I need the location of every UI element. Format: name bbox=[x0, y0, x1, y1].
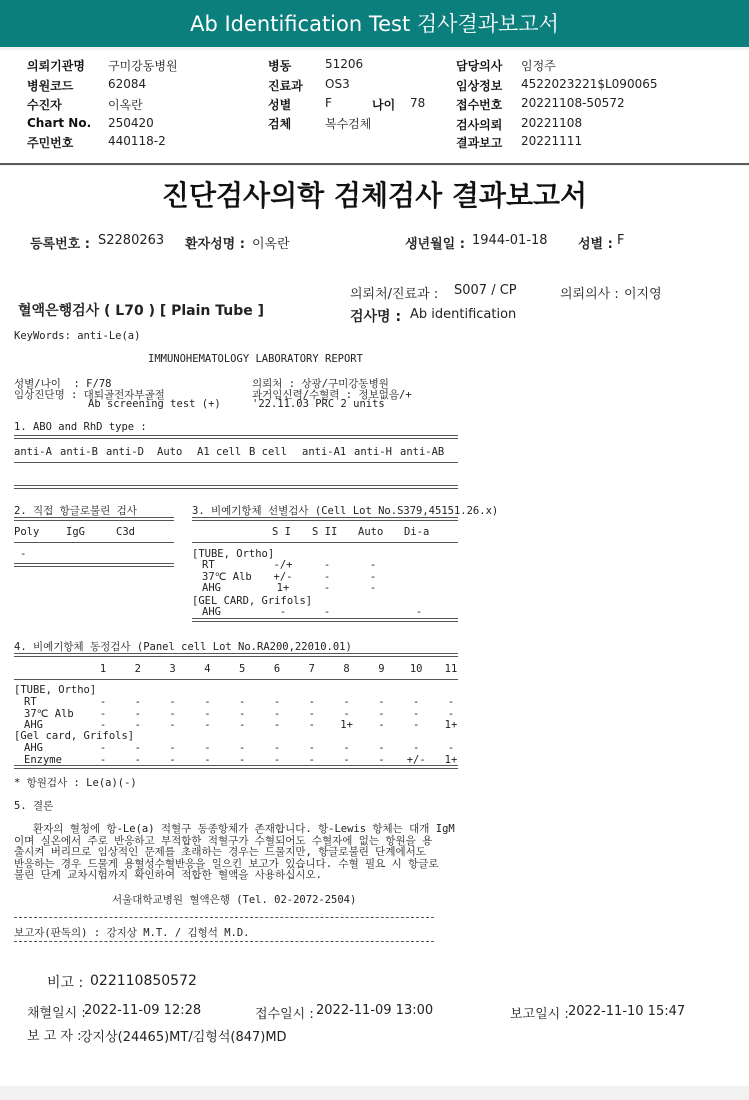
panel-cell: - bbox=[273, 719, 281, 731]
panel-column-header: 4 bbox=[204, 663, 211, 675]
screen-cell: - bbox=[323, 570, 331, 583]
panel-cell: - bbox=[239, 719, 246, 731]
keywords: KeyWords: anti-Le(a) bbox=[14, 330, 141, 342]
panel-cell: - bbox=[343, 754, 350, 766]
rule bbox=[14, 462, 458, 463]
dob-label: 생년월일 : bbox=[405, 237, 465, 252]
panel-column-header: 1 bbox=[99, 663, 107, 675]
dat-header: C3d bbox=[116, 526, 135, 538]
panel-cell: - bbox=[308, 696, 315, 708]
screen-cell: - bbox=[323, 582, 331, 594]
panel-cell: - bbox=[413, 696, 420, 708]
screen-row-label: AHG bbox=[202, 606, 221, 618]
panel-cell: - bbox=[413, 707, 420, 720]
info-value: 4522023221$L090065 bbox=[521, 77, 658, 91]
rule bbox=[14, 917, 434, 918]
panel-cell: - bbox=[308, 742, 315, 754]
collected-value: 2022-11-09 12:28 bbox=[84, 1003, 202, 1018]
test-group: 혈액은행검사 ( L70 ) [ Plain Tube ] bbox=[18, 303, 265, 319]
panel-cell: - bbox=[204, 742, 211, 754]
info-value: OS3 bbox=[325, 77, 350, 91]
rule bbox=[14, 679, 458, 680]
panel-column-header: 6 bbox=[273, 663, 281, 675]
info-value: 78 bbox=[410, 96, 426, 110]
rule bbox=[192, 618, 458, 622]
panel-column-header: 3 bbox=[169, 663, 176, 675]
info-value: 구미강동병원 bbox=[108, 59, 178, 73]
panel-cell: - bbox=[378, 742, 385, 754]
screen-cell: - bbox=[369, 582, 377, 594]
divider bbox=[0, 163, 749, 165]
panel-cell: - bbox=[343, 707, 350, 720]
rule bbox=[14, 653, 458, 657]
doctor-label: 의뢰의사 : bbox=[560, 287, 619, 302]
panel-cell: +/- bbox=[406, 754, 426, 766]
screen-row-label: RT bbox=[202, 559, 215, 571]
note-value: 022110850572 bbox=[90, 973, 197, 989]
panel-cell: - bbox=[447, 696, 455, 708]
panel-row-label: Enzyme bbox=[24, 754, 62, 766]
info-label: 검체 bbox=[268, 117, 292, 131]
rule bbox=[14, 765, 458, 769]
sex-age: 성별/나이 : F/78 bbox=[14, 378, 112, 390]
panel-column-header: 9 bbox=[378, 663, 385, 675]
note-label: 비고 : bbox=[47, 975, 84, 991]
panel-column-header: 8 bbox=[343, 663, 350, 675]
info-label: Chart No. bbox=[27, 116, 92, 130]
panel-row-label: RT bbox=[24, 696, 37, 708]
panel-row-label: 37℃ Alb bbox=[24, 707, 74, 720]
reported-value: 2022-11-10 15:47 bbox=[568, 1004, 686, 1019]
panel-cell: - bbox=[169, 696, 176, 708]
panel-cell: - bbox=[204, 696, 211, 708]
section-1-title: 1. ABO and RhD type : bbox=[14, 421, 147, 433]
panel-cell: - bbox=[378, 707, 385, 720]
rule bbox=[192, 542, 458, 543]
dat-header: IgG bbox=[66, 526, 85, 538]
panel-cell: - bbox=[343, 696, 350, 708]
report-document bbox=[0, 166, 749, 1086]
screen-cell: - bbox=[369, 570, 377, 583]
info-label: 담당의사 bbox=[456, 59, 503, 73]
info-value: 20221108-50572 bbox=[521, 96, 625, 110]
info-label: 임상정보 bbox=[456, 79, 503, 93]
panel-cell: - bbox=[308, 707, 315, 720]
info-label: 성별 bbox=[268, 98, 292, 112]
info-value: 임정주 bbox=[521, 59, 556, 73]
screen-cell: - bbox=[415, 606, 423, 618]
collected-label: 채혈일시 : bbox=[27, 1006, 86, 1021]
panel-cell: - bbox=[273, 707, 281, 720]
screen-cell: -/+ bbox=[273, 559, 293, 571]
dept-label: 의뢰처/진료과 : bbox=[350, 287, 439, 302]
group-label: [Gel card, Grifols] bbox=[14, 730, 135, 742]
info-label: 접수번호 bbox=[456, 98, 503, 112]
screen-row-label: 37℃ Alb bbox=[202, 570, 252, 583]
antigen-result: * 항원검사 : Le(a)(-) bbox=[14, 777, 137, 789]
sex-value: F bbox=[617, 233, 625, 248]
panel-cell: - bbox=[273, 742, 281, 754]
rule bbox=[14, 563, 174, 567]
info-label: 검사의뢰 bbox=[456, 118, 503, 132]
panel-cell: 1+ bbox=[444, 719, 458, 731]
panel-cell: - bbox=[169, 742, 176, 754]
info-value: 51206 bbox=[325, 57, 364, 71]
dept-value: S007 / CP bbox=[454, 283, 517, 298]
info-label: 수진자 bbox=[27, 98, 62, 112]
info-value: 20221111 bbox=[521, 134, 583, 148]
info-value: 복수검체 bbox=[325, 117, 372, 131]
group-label: [TUBE, Ortho] bbox=[192, 548, 275, 560]
patient-info-panel bbox=[0, 50, 749, 163]
panel-cell: - bbox=[99, 707, 107, 720]
panel-cell: - bbox=[308, 719, 315, 731]
panel-cell: - bbox=[239, 742, 246, 754]
screen-header: S I bbox=[272, 526, 291, 538]
report-title-bar bbox=[0, 0, 749, 47]
panel-cell: - bbox=[273, 754, 281, 766]
abo-header: anti-A bbox=[14, 446, 52, 458]
group-label: [GEL CARD, Grifols] bbox=[192, 595, 313, 607]
panel-cell: - bbox=[134, 707, 141, 720]
info-value: 62084 bbox=[108, 77, 147, 91]
abo-header: anti-B bbox=[60, 446, 98, 458]
section-2-title: 2. 직접 항글로불린 검사 bbox=[14, 505, 137, 517]
panel-cell: - bbox=[134, 696, 141, 708]
rule bbox=[14, 485, 458, 489]
panel-column-header: 7 bbox=[308, 663, 315, 675]
received-label: 접수일시 : bbox=[255, 1007, 314, 1022]
panel-cell: - bbox=[378, 719, 385, 731]
test-name-label: 검사명 : bbox=[350, 309, 402, 325]
info-label: 주민번호 bbox=[27, 136, 74, 150]
abo-header: Auto bbox=[157, 446, 183, 458]
dat-value: - bbox=[20, 548, 27, 560]
info-label: 의뢰기관명 bbox=[27, 59, 85, 73]
panel-cell: - bbox=[134, 719, 141, 731]
panel-cell: - bbox=[134, 742, 141, 754]
clinical-dx-2: Ab screening test (+) bbox=[88, 398, 221, 410]
info-value: 440118-2 bbox=[108, 134, 166, 148]
conclusion-line: 이며 실온에서 주로 반응하고 부적합한 적혈구가 수혈되어도 수혈자에 없는 항원을 용 bbox=[14, 834, 433, 847]
panel-cell: - bbox=[378, 754, 385, 766]
conclusion-line: 불린 단계 교차시험까지 확인하여 적합한 혈액을 사용하십시오. bbox=[14, 869, 322, 881]
info-label: 나이 bbox=[372, 98, 396, 112]
panel-cell: - bbox=[99, 696, 107, 708]
panel-cell: - bbox=[413, 742, 420, 754]
panel-cell: - bbox=[343, 742, 350, 754]
info-value: 250420 bbox=[108, 116, 154, 130]
reported-label: 보고일시 : bbox=[510, 1007, 569, 1022]
panel-cell: - bbox=[204, 719, 211, 731]
panel-cell: - bbox=[239, 754, 246, 766]
screen-cell: 1+ bbox=[276, 582, 290, 594]
panel-column-header: 5 bbox=[239, 663, 246, 675]
panel-cell: - bbox=[99, 742, 107, 754]
dat-header: Poly bbox=[14, 526, 40, 538]
screen-cell: - bbox=[323, 606, 331, 618]
hospital-contact: 서울대학교병원 혈액은행 (Tel. 02-2072-2504) bbox=[112, 894, 357, 906]
info-value: 20221108 bbox=[521, 116, 583, 130]
reporter-line: 보고자(판독의) : 강지상 M.T. / 김형석 M.D. bbox=[14, 927, 250, 939]
panel-cell: - bbox=[134, 754, 141, 766]
screen-header: S II bbox=[312, 526, 338, 538]
panel-row-label: AHG bbox=[24, 742, 43, 754]
transfusion-history: 과거임신력/수혈력 : 정보없음/+ bbox=[252, 389, 412, 401]
panel-cell: - bbox=[447, 707, 455, 720]
screen-row-label: AHG bbox=[202, 582, 221, 594]
reporter2-value: 강지상(24465)MT/김형석(847)MD bbox=[80, 1030, 287, 1045]
panel-cell: - bbox=[239, 707, 246, 720]
panel-cell: - bbox=[169, 754, 176, 766]
panel-column-header: 2 bbox=[134, 663, 141, 675]
screen-cell: - bbox=[323, 559, 331, 571]
abo-header: A1 cell bbox=[197, 446, 242, 458]
info-label: 병원코드 bbox=[27, 79, 74, 93]
panel-cell: - bbox=[204, 754, 211, 766]
rule bbox=[14, 542, 174, 543]
sex-label: 성별 : bbox=[578, 237, 613, 252]
panel-cell: - bbox=[169, 707, 176, 720]
info-label: 결과보고 bbox=[456, 136, 503, 150]
panel-cell: - bbox=[447, 742, 455, 754]
abo-header: B cell bbox=[249, 446, 287, 458]
screen-cell: - bbox=[279, 606, 287, 618]
report-title: Ab Identification Test 검사결과보고서 bbox=[190, 12, 559, 36]
info-label: 진료과 bbox=[268, 79, 303, 93]
clinical-dx: 임상진단명 : 대퇴골전자부골절 bbox=[14, 389, 165, 401]
section-3-title: 3. 비예기항체 선별검사 (Cell Lot No.S379,45151.26.x) bbox=[192, 505, 499, 517]
abo-header: anti-AB bbox=[400, 446, 445, 458]
screen-cell: +/- bbox=[273, 570, 293, 583]
group-label: [TUBE, Ortho] bbox=[14, 684, 97, 696]
info-value: 이옥란 bbox=[108, 98, 143, 112]
main-title: 진단검사의학 검체검사 결과보고서 bbox=[161, 179, 588, 212]
abo-header: anti-A1 bbox=[302, 446, 347, 458]
lab-title: IMMUNOHEMATOLOGY LABORATORY REPORT bbox=[148, 353, 363, 365]
panel-cell: - bbox=[378, 696, 385, 708]
panel-cell: - bbox=[169, 719, 176, 731]
panel-cell: - bbox=[273, 696, 281, 708]
doctor-value: 이지영 bbox=[624, 287, 662, 302]
info-value: F bbox=[325, 96, 332, 110]
received-value: 2022-11-09 13:00 bbox=[316, 1003, 434, 1018]
rule bbox=[14, 435, 458, 439]
rule bbox=[192, 517, 458, 521]
screen-header: Auto bbox=[358, 526, 384, 538]
abo-header: anti-D bbox=[106, 446, 144, 458]
panel-cell: 1+ bbox=[340, 719, 353, 731]
panel-cell: - bbox=[413, 719, 420, 731]
name-value: 이옥란 bbox=[252, 237, 290, 252]
test-name-value: Ab identification bbox=[410, 307, 517, 322]
abo-header: anti-H bbox=[354, 446, 392, 458]
name-label: 환자성명 : bbox=[185, 237, 245, 252]
panel-cell: - bbox=[99, 719, 107, 731]
panel-column-header: 10 bbox=[409, 663, 423, 675]
panel-cell: - bbox=[204, 707, 211, 720]
rule bbox=[14, 517, 174, 521]
transfusion-detail: '22.11.03 PRC 2 units bbox=[252, 398, 385, 410]
panel-cell: - bbox=[99, 754, 107, 766]
reporter2-label: 보 고 자 : bbox=[27, 1029, 82, 1044]
reg-label: 등록번호 : bbox=[30, 237, 90, 252]
referrer: 의뢰처 : 상광/구미강동병원 bbox=[252, 378, 389, 390]
panel-cell: - bbox=[308, 754, 315, 766]
panel-column-header: 11 bbox=[444, 663, 458, 675]
dob-value: 1944-01-18 bbox=[472, 233, 548, 248]
panel-cell: - bbox=[239, 696, 246, 708]
conclusion-line: 출시켜 버리므로 임상적인 문제를 초래하는 경우는 드물지만, 항글로불린 단계에서도 bbox=[14, 846, 426, 858]
screen-cell: - bbox=[369, 559, 377, 571]
rule bbox=[14, 941, 434, 942]
conclusion-line: 환자의 혈청에 항-Le(a) 적혈구 동종항체가 존재합니다. 항-Lewis 항체는 대개 IgM bbox=[14, 823, 455, 835]
info-label: 병동 bbox=[268, 59, 292, 73]
section-5-title: 5. 결론 bbox=[14, 800, 54, 812]
conclusion-line: 반응하는 경우 드물게 용혈성수혈반응을 일으킨 보고가 있습니다. 수혈 필요 시 항글로 bbox=[14, 857, 439, 870]
screen-header: Di-a bbox=[404, 526, 430, 538]
panel-cell: 1+ bbox=[444, 754, 458, 766]
reg-value: S2280263 bbox=[98, 233, 165, 248]
section-4-title: 4. 비예기항체 동정검사 (Panel cell Lot No.RA200,22010.01) bbox=[14, 641, 352, 653]
panel-row-label: AHG bbox=[24, 719, 43, 731]
